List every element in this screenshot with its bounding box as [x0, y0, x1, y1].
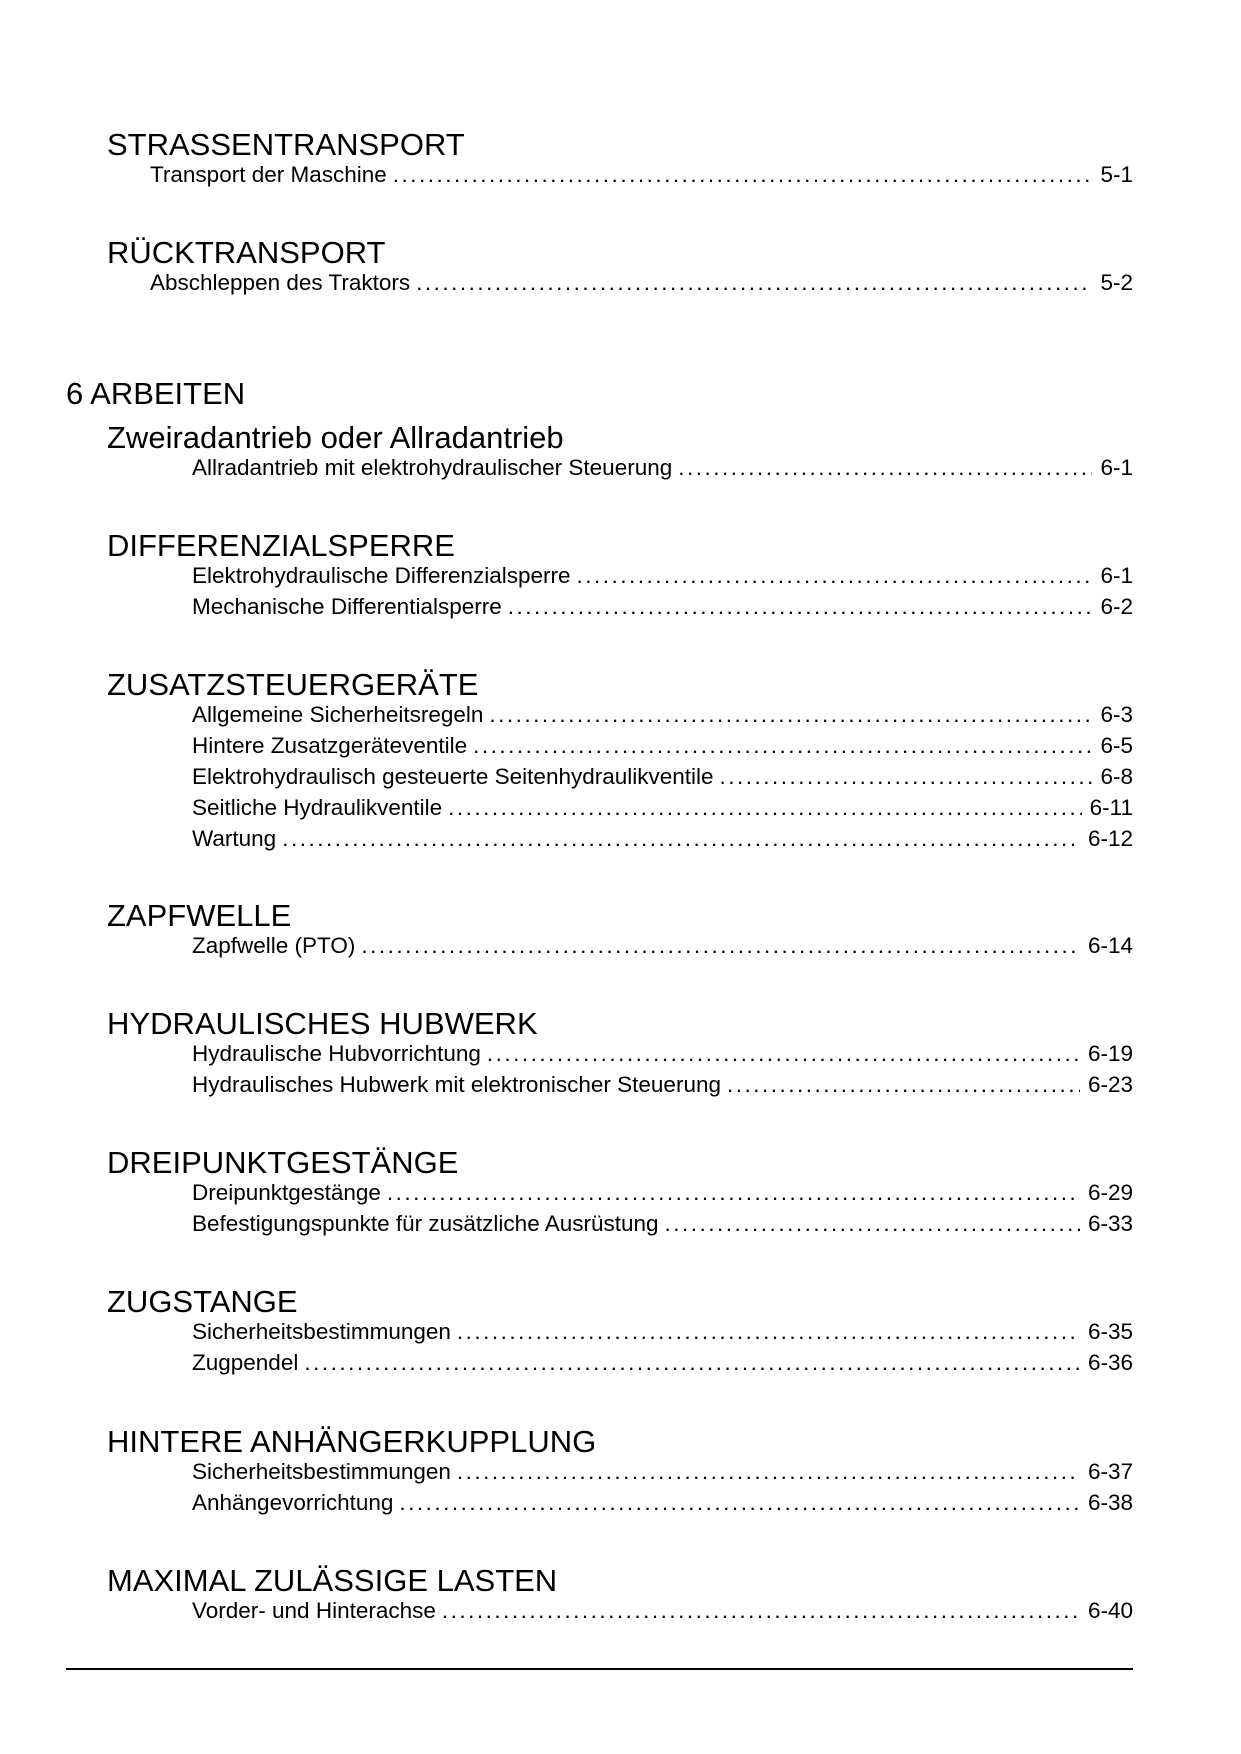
toc-entry-page: 6-12	[1087, 826, 1133, 851]
toc-entry[interactable]	[192, 1210, 1133, 1238]
toc-entry-page: 6-33	[1087, 1211, 1133, 1236]
dot-leader	[487, 1040, 1080, 1068]
toc-entry-label: Abschleppen des Traktors	[150, 270, 411, 295]
toc-entry-page: 6-36	[1087, 1350, 1133, 1375]
toc-entry-page: 6-35	[1087, 1319, 1133, 1344]
toc-entry-page: 6-2	[1100, 594, 1133, 619]
toc-entry-page: 5-1	[1100, 162, 1133, 187]
toc-entry[interactable]	[192, 593, 1133, 621]
toc-entry-page: 6-1	[1100, 455, 1133, 480]
dot-leader	[727, 1071, 1080, 1099]
section-heading-strassentransport: STRASSENTRANSPORT	[107, 127, 465, 162]
dot-leader	[720, 763, 1093, 791]
dot-leader	[577, 562, 1093, 590]
section-heading-anhaenger: HINTERE ANHÄNGERKUPPLUNG	[107, 1424, 597, 1459]
toc-entry-page: 6-1	[1100, 563, 1133, 588]
toc-entry[interactable]	[192, 1318, 1133, 1346]
section-heading-antrieb: Zweiradantrieb oder Allradantrieb	[107, 420, 564, 455]
toc-entry[interactable]	[192, 1489, 1133, 1517]
dot-leader	[387, 1179, 1080, 1207]
toc-entry[interactable]	[150, 269, 1133, 297]
toc-entry[interactable]	[192, 701, 1133, 729]
toc-entry[interactable]	[150, 161, 1133, 189]
toc-entry-label: Seitliche Hydraulikventile	[192, 795, 443, 820]
toc-entry-label: Transport der Maschine	[150, 162, 387, 187]
toc-entry-page: 6-40	[1087, 1598, 1133, 1623]
dot-leader	[508, 593, 1093, 621]
dot-leader	[442, 1597, 1080, 1625]
dot-leader	[399, 1489, 1080, 1517]
toc-entry-label: Elektrohydraulisch gesteuerte Seitenhydraulikventile	[192, 764, 714, 789]
dot-leader	[665, 1210, 1080, 1238]
toc-entry[interactable]	[192, 1349, 1133, 1377]
toc-entry-label: Allgemeine Sicherheitsregeln	[192, 702, 484, 727]
toc-entry-label: Sicherheitsbestimmungen	[192, 1319, 451, 1344]
section-heading-ruecktransport: RÜCKTRANSPORT	[107, 235, 386, 270]
toc-entry[interactable]	[192, 763, 1133, 791]
chapter-heading: 6 ARBEITEN	[66, 376, 246, 411]
toc-entry[interactable]	[192, 1071, 1133, 1099]
footer-rule	[66, 1668, 1133, 1670]
toc-entry-page: 6-38	[1087, 1490, 1133, 1515]
toc-entry-label: Befestigungspunkte für zusätzliche Ausrüstung	[192, 1211, 659, 1236]
dot-leader	[448, 794, 1082, 822]
toc-entry-label: Dreipunktgestänge	[192, 1180, 381, 1205]
section-heading-zapfwelle: ZAPFWELLE	[107, 898, 292, 933]
section-heading-zusatzsteuergeraete: ZUSATZSTEUERGERÄTE	[107, 667, 479, 702]
dot-leader	[457, 1458, 1080, 1486]
dot-leader	[416, 269, 1092, 297]
toc-entry-page: 6-19	[1087, 1041, 1133, 1066]
dot-leader	[304, 1349, 1080, 1377]
toc-entry-label: Hydraulische Hubvorrichtung	[192, 1041, 481, 1066]
section-heading-differenzialsperre: DIFFERENZIALSPERRE	[107, 528, 455, 563]
dot-leader	[473, 732, 1092, 760]
toc-entry-page: 6-3	[1100, 702, 1133, 727]
toc-entry-page: 6-23	[1087, 1072, 1133, 1097]
section-heading-lasten: MAXIMAL ZULÄSSIGE LASTEN	[107, 1563, 558, 1598]
dot-leader	[457, 1318, 1080, 1346]
toc-entry-label: Zugpendel	[192, 1350, 299, 1375]
dot-leader	[393, 161, 1093, 189]
section-heading-zugstange: ZUGSTANGE	[107, 1284, 298, 1319]
toc-entry-page: 6-14	[1087, 933, 1133, 958]
toc-entry[interactable]	[192, 454, 1133, 482]
toc-entry[interactable]	[192, 1597, 1133, 1625]
toc-entry-label: Anhängevorrichtung	[192, 1490, 394, 1515]
toc-entry[interactable]	[192, 562, 1133, 590]
toc-entry-label: Zapfwelle (PTO)	[192, 933, 356, 958]
toc-entry-page: 6-8	[1100, 764, 1133, 789]
toc-entry[interactable]	[192, 825, 1133, 853]
toc-entry-label: Hintere Zusatzgeräteventile	[192, 733, 468, 758]
dot-leader	[282, 825, 1080, 853]
toc-entry-label: Sicherheitsbestimmungen	[192, 1459, 451, 1484]
toc-entry-label: Wartung	[192, 826, 277, 851]
toc-entry-page: 6-29	[1087, 1180, 1133, 1205]
toc-entry-label: Hydraulisches Hubwerk mit elektronischer Steuerung	[192, 1072, 721, 1097]
dot-leader	[489, 701, 1092, 729]
toc-entry[interactable]	[192, 1458, 1133, 1486]
toc-entry-label: Vorder- und Hinterachse	[192, 1598, 436, 1623]
toc-entry[interactable]	[192, 932, 1133, 960]
toc-entry-page: 6-37	[1087, 1459, 1133, 1484]
toc-entry-label: Allradantrieb mit elektrohydraulischer Steuerung	[192, 455, 673, 480]
toc-entry[interactable]	[192, 794, 1133, 822]
toc-entry-page: 5-2	[1100, 270, 1133, 295]
dot-leader	[678, 454, 1092, 482]
toc-entry-page: 6-5	[1100, 733, 1133, 758]
section-heading-dreipunkt: DREIPUNKTGESTÄNGE	[107, 1145, 459, 1180]
dot-leader	[361, 932, 1080, 960]
toc-entry[interactable]	[192, 1040, 1133, 1068]
toc-entry[interactable]	[192, 1179, 1133, 1207]
toc-entry-label: Elektrohydraulische Differenzialsperre	[192, 563, 571, 588]
toc-entry-page: 6-11	[1089, 795, 1133, 820]
section-heading-hubwerk: HYDRAULISCHES HUBWERK	[107, 1006, 538, 1041]
toc-entry[interactable]	[192, 732, 1133, 760]
toc-entry-label: Mechanische Differentialsperre	[192, 594, 502, 619]
